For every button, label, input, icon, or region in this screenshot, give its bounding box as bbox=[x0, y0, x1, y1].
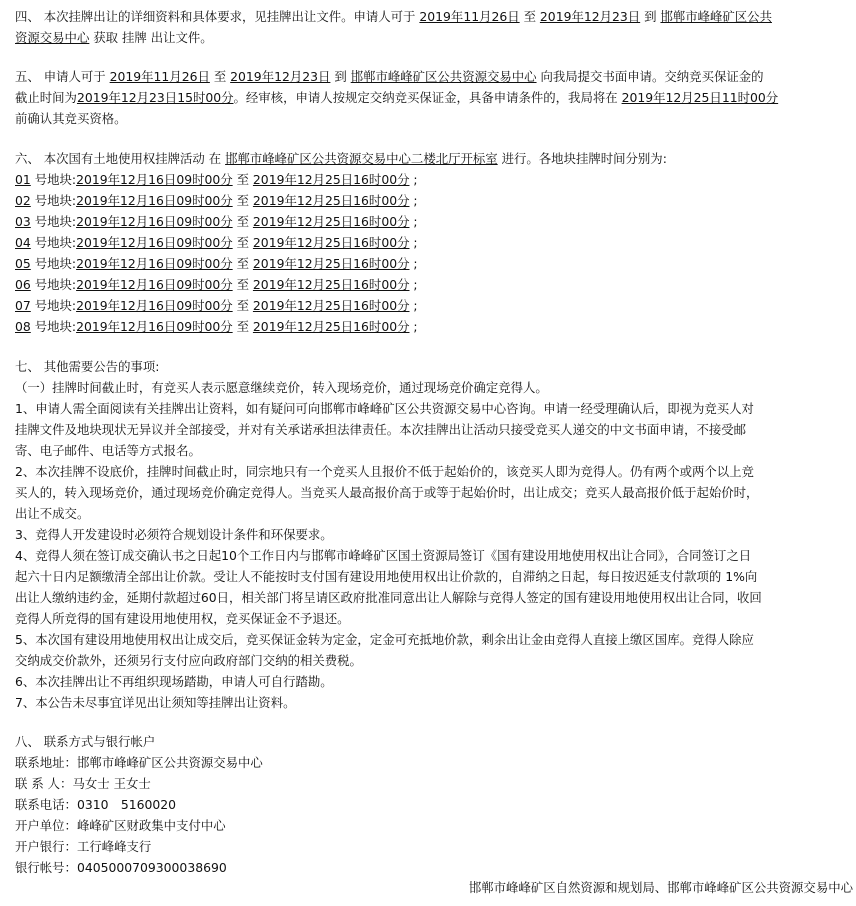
parcel-start-time: 2019年12月16日09时00分 bbox=[76, 298, 233, 313]
parcel-number: 02 bbox=[15, 193, 31, 208]
parcel-number: 03 bbox=[15, 214, 31, 229]
value: 马女士 王女士 bbox=[72, 776, 151, 791]
parcel-to: 至 bbox=[232, 193, 253, 208]
item-1-line-3: 寄、电子邮件、电话等方式报名。 bbox=[15, 443, 201, 458]
parcel-row bbox=[15, 316, 667, 337]
bank-row bbox=[15, 836, 263, 857]
account-number-row bbox=[15, 857, 263, 878]
deadline: 2019年12月23日15时00分 bbox=[76, 90, 234, 105]
item-1-line-2: 挂牌文件及地块现状无异议并全部接受，并对有关承诺承担法律责任。本次挂牌出让活动只接受竞买人递交的中文书面申请，不接受邮 bbox=[15, 422, 747, 437]
parcel-to: 至 bbox=[232, 172, 253, 187]
item-2-line-3: 出让不成交。 bbox=[15, 506, 90, 521]
item-7: 7、本公告未尽事宜详见出让须知等挂牌出让资料。 bbox=[15, 695, 296, 710]
item-0: （一）挂牌时间截止时，有竞买人表示愿意继续竞价，转入现场竞价，通过现场竞价确定竞得人。 bbox=[15, 380, 548, 395]
parcel-label: 号地块: bbox=[30, 319, 77, 334]
item-6: 6、本次挂牌出让不再组织现场踏勘，申请人可自行踏勘。 bbox=[15, 674, 333, 689]
section-five-line-1 bbox=[15, 66, 778, 87]
place: 邯郸市峰峰矿区公共资源交易中心 bbox=[350, 69, 537, 84]
parcel-label: 号地块: bbox=[30, 277, 77, 292]
text: 至 bbox=[209, 69, 231, 84]
parcel-start-time: 2019年12月16日09时00分 bbox=[76, 319, 233, 334]
parcel-row bbox=[15, 232, 667, 253]
item-4-line-4: 竞得人所竞得的国有建设用地使用权，竞买保证金不予退还。 bbox=[15, 611, 350, 626]
item-3: 3、竞得人开发建设时必须符合规划设计条件和环保要求。 bbox=[15, 527, 333, 542]
item-1-line-1: 1、申请人需全面阅读有关挂牌出让资料，如有疑问可向邯郸市峰峰矿区公共资源交易中心咨询。申请一经受理确认后，即视为竞买人对 bbox=[15, 401, 754, 416]
section-seven bbox=[15, 356, 762, 713]
parcel-label: 号地块: bbox=[30, 256, 77, 271]
label: 银行帐号： bbox=[15, 860, 77, 875]
contact-person-row bbox=[15, 773, 263, 794]
parcel-to: 至 bbox=[232, 298, 253, 313]
contact-address-row bbox=[15, 752, 263, 773]
parcel-separator: ; bbox=[409, 277, 418, 292]
text: 获取 挂牌 出让文件。 bbox=[89, 30, 213, 45]
parcel-start-time: 2019年12月16日09时00分 bbox=[76, 256, 233, 271]
text: 四、 本次挂牌出让的详细资料和具体要求，见挂牌出让文件。申请人可于 bbox=[15, 9, 420, 24]
parcel-to: 至 bbox=[232, 256, 253, 271]
label: 联系地址： bbox=[15, 755, 77, 770]
parcel-end-time: 2019年12月25日16时00分 bbox=[252, 193, 410, 208]
parcel-row bbox=[15, 295, 667, 316]
parcel-end-time: 2019年12月25日16时00分 bbox=[252, 235, 410, 250]
parcel-end-time: 2019年12月25日16时00分 bbox=[252, 298, 410, 313]
item-4-line-1: 4、竞得人须在签订成交确认书之日起10个工作日内与邯郸市峰峰矿区国土资源局签订《国有建设用地使用权出让合同》，合同签订之日 bbox=[15, 548, 752, 563]
date-end: 2019年12月23日 bbox=[539, 9, 641, 24]
parcel-label: 号地块: bbox=[30, 235, 77, 250]
parcel-label: 号地块: bbox=[30, 193, 77, 208]
section-four bbox=[15, 6, 772, 48]
parcel-row bbox=[15, 190, 667, 211]
section-title: 八、 联系方式与银行帐户 bbox=[15, 734, 156, 749]
parcel-number: 04 bbox=[15, 235, 31, 250]
section-six bbox=[15, 148, 667, 337]
item-4-line-2: 起六十日内足额缴清全部出让价款。受让人不能按时支付国有建设用地使用权出让价款的，自滞纳之日起，每日按迟延支付款项的 1%向 bbox=[15, 569, 758, 584]
parcel-end-time: 2019年12月25日16时00分 bbox=[252, 277, 410, 292]
parcel-separator: ; bbox=[409, 193, 418, 208]
parcel-label: 号地块: bbox=[30, 172, 77, 187]
parcel-end-time: 2019年12月25日16时00分 bbox=[252, 172, 410, 187]
parcel-number: 06 bbox=[15, 277, 31, 292]
label: 联 系 人： bbox=[15, 776, 73, 791]
text: 至 bbox=[519, 9, 540, 24]
parcel-end-time: 2019年12月25日16时00分 bbox=[252, 319, 410, 334]
confirm-time: 2019年12月25日11时00分 bbox=[621, 90, 779, 105]
parcel-end-time: 2019年12月25日16时00分 bbox=[252, 214, 410, 229]
text: 进行。各地块挂牌时间分别为: bbox=[497, 151, 667, 166]
text: 六、 本次国有土地使用权挂牌活动 在 bbox=[15, 151, 226, 166]
item-4-line-3: 出让人缴纳违约金，延期付款超过60日，相关部门将呈请区政府批准同意出让人解除与竞得人签定的国有建设用地使用权出让合同，收回 bbox=[15, 590, 762, 605]
section-four-line-1 bbox=[15, 6, 772, 27]
label: 开户单位： bbox=[15, 818, 77, 833]
parcel-separator: ; bbox=[409, 256, 418, 271]
text: 到 bbox=[330, 69, 351, 84]
parcel-row bbox=[15, 274, 667, 295]
value: 工行峰峰支行 bbox=[76, 839, 152, 854]
parcel-separator: ; bbox=[409, 298, 418, 313]
date-end: 2019年12月23日 bbox=[230, 69, 331, 84]
value: 0310 5160020 bbox=[76, 797, 177, 812]
place: 邯郸市峰峰矿区公共 bbox=[660, 9, 772, 24]
parcel-start-time: 2019年12月16日09时00分 bbox=[76, 277, 233, 292]
parcel-to: 至 bbox=[232, 319, 253, 334]
parcel-separator: ; bbox=[409, 214, 418, 229]
parcel-start-time: 2019年12月16日09时00分 bbox=[76, 172, 233, 187]
parcel-row bbox=[15, 253, 667, 274]
parcel-number: 08 bbox=[15, 319, 31, 334]
parcel-separator: ; bbox=[409, 172, 418, 187]
section-five-line-2 bbox=[15, 87, 778, 108]
item-5-line-1: 5、本次国有建设用地使用权出让成交后，竞买保证金转为定金，定金可充抵地价款，剩余出让金由竞得人直接上缴区国库。竞得人除应 bbox=[15, 632, 754, 647]
parcel-end-time: 2019年12月25日16时00分 bbox=[252, 256, 410, 271]
date-start: 2019年11月26日 bbox=[109, 69, 210, 84]
text: 五、 申请人可于 bbox=[15, 69, 110, 84]
section-eight bbox=[15, 731, 263, 878]
parcel-number: 05 bbox=[15, 256, 31, 271]
value: 峰峰矿区财政集中支付中心 bbox=[76, 818, 226, 833]
text: 到 bbox=[640, 9, 661, 24]
parcel-row bbox=[15, 211, 667, 232]
section-five-line-3: 前确认其竞买资格。 bbox=[15, 111, 127, 126]
contact-phone-row bbox=[15, 794, 263, 815]
parcel-to: 至 bbox=[232, 235, 253, 250]
section-six-line-1 bbox=[15, 148, 667, 169]
section-four-line-2 bbox=[15, 27, 772, 48]
section-five bbox=[15, 66, 778, 129]
item-5-line-2: 交纳成交价款外，还须另行支付应向政府部门交纳的相关费税。 bbox=[15, 653, 362, 668]
venue: 邯郸市峰峰矿区公共资源交易中心二楼北厅开标室 bbox=[225, 151, 498, 166]
parcel-start-time: 2019年12月16日09时00分 bbox=[76, 214, 233, 229]
date-start: 2019年11月26日 bbox=[419, 9, 520, 24]
parcel-separator: ; bbox=[409, 319, 418, 334]
section-title: 七、 其他需要公告的事项: bbox=[15, 359, 160, 374]
parcel-list bbox=[15, 169, 667, 337]
account-unit-row bbox=[15, 815, 263, 836]
place: 资源交易中心 bbox=[15, 30, 90, 45]
value: 邯郸市峰峰矿区公共资源交易中心 bbox=[76, 755, 263, 770]
parcel-label: 号地块: bbox=[30, 214, 77, 229]
item-2-line-2: 买人的，转入现场竞价，通过现场竞价确定竞得人。当竞买人最高报价高于或等于起始价时，出让成交；竞买人最高报价低于起始价时， bbox=[15, 485, 759, 500]
parcel-start-time: 2019年12月16日09时00分 bbox=[76, 235, 233, 250]
text: 截止时间为 bbox=[15, 90, 77, 105]
parcel-number: 07 bbox=[15, 298, 31, 313]
parcel-number: 01 bbox=[15, 172, 31, 187]
parcel-to: 至 bbox=[232, 277, 253, 292]
parcel-label: 号地块: bbox=[30, 298, 77, 313]
text: 。经审核，申请人按规定交纳竞买保证金，具备申请条件的，我局将在 bbox=[233, 90, 622, 105]
label: 联系电话： bbox=[15, 797, 77, 812]
parcel-row bbox=[15, 169, 667, 190]
parcel-to: 至 bbox=[232, 214, 253, 229]
issuer-signature: 邯郸市峰峰矿区自然资源和规划局、邯郸市峰峰矿区公共资源交易中心 bbox=[468, 880, 853, 895]
item-2-line-1: 2、本次挂牌不设底价，挂牌时间截止时，同宗地只有一个竞买人且报价不低于起始价的，该竞买人即为竞得人。仍有两个或两个以上竞 bbox=[15, 464, 754, 479]
parcel-start-time: 2019年12月16日09时00分 bbox=[76, 193, 233, 208]
label: 开户银行： bbox=[15, 839, 77, 854]
text: 向我局提交书面申请。交纳竞买保证金的 bbox=[536, 69, 764, 84]
value: 0405000709300038690 bbox=[76, 860, 227, 875]
parcel-separator: ; bbox=[409, 235, 418, 250]
